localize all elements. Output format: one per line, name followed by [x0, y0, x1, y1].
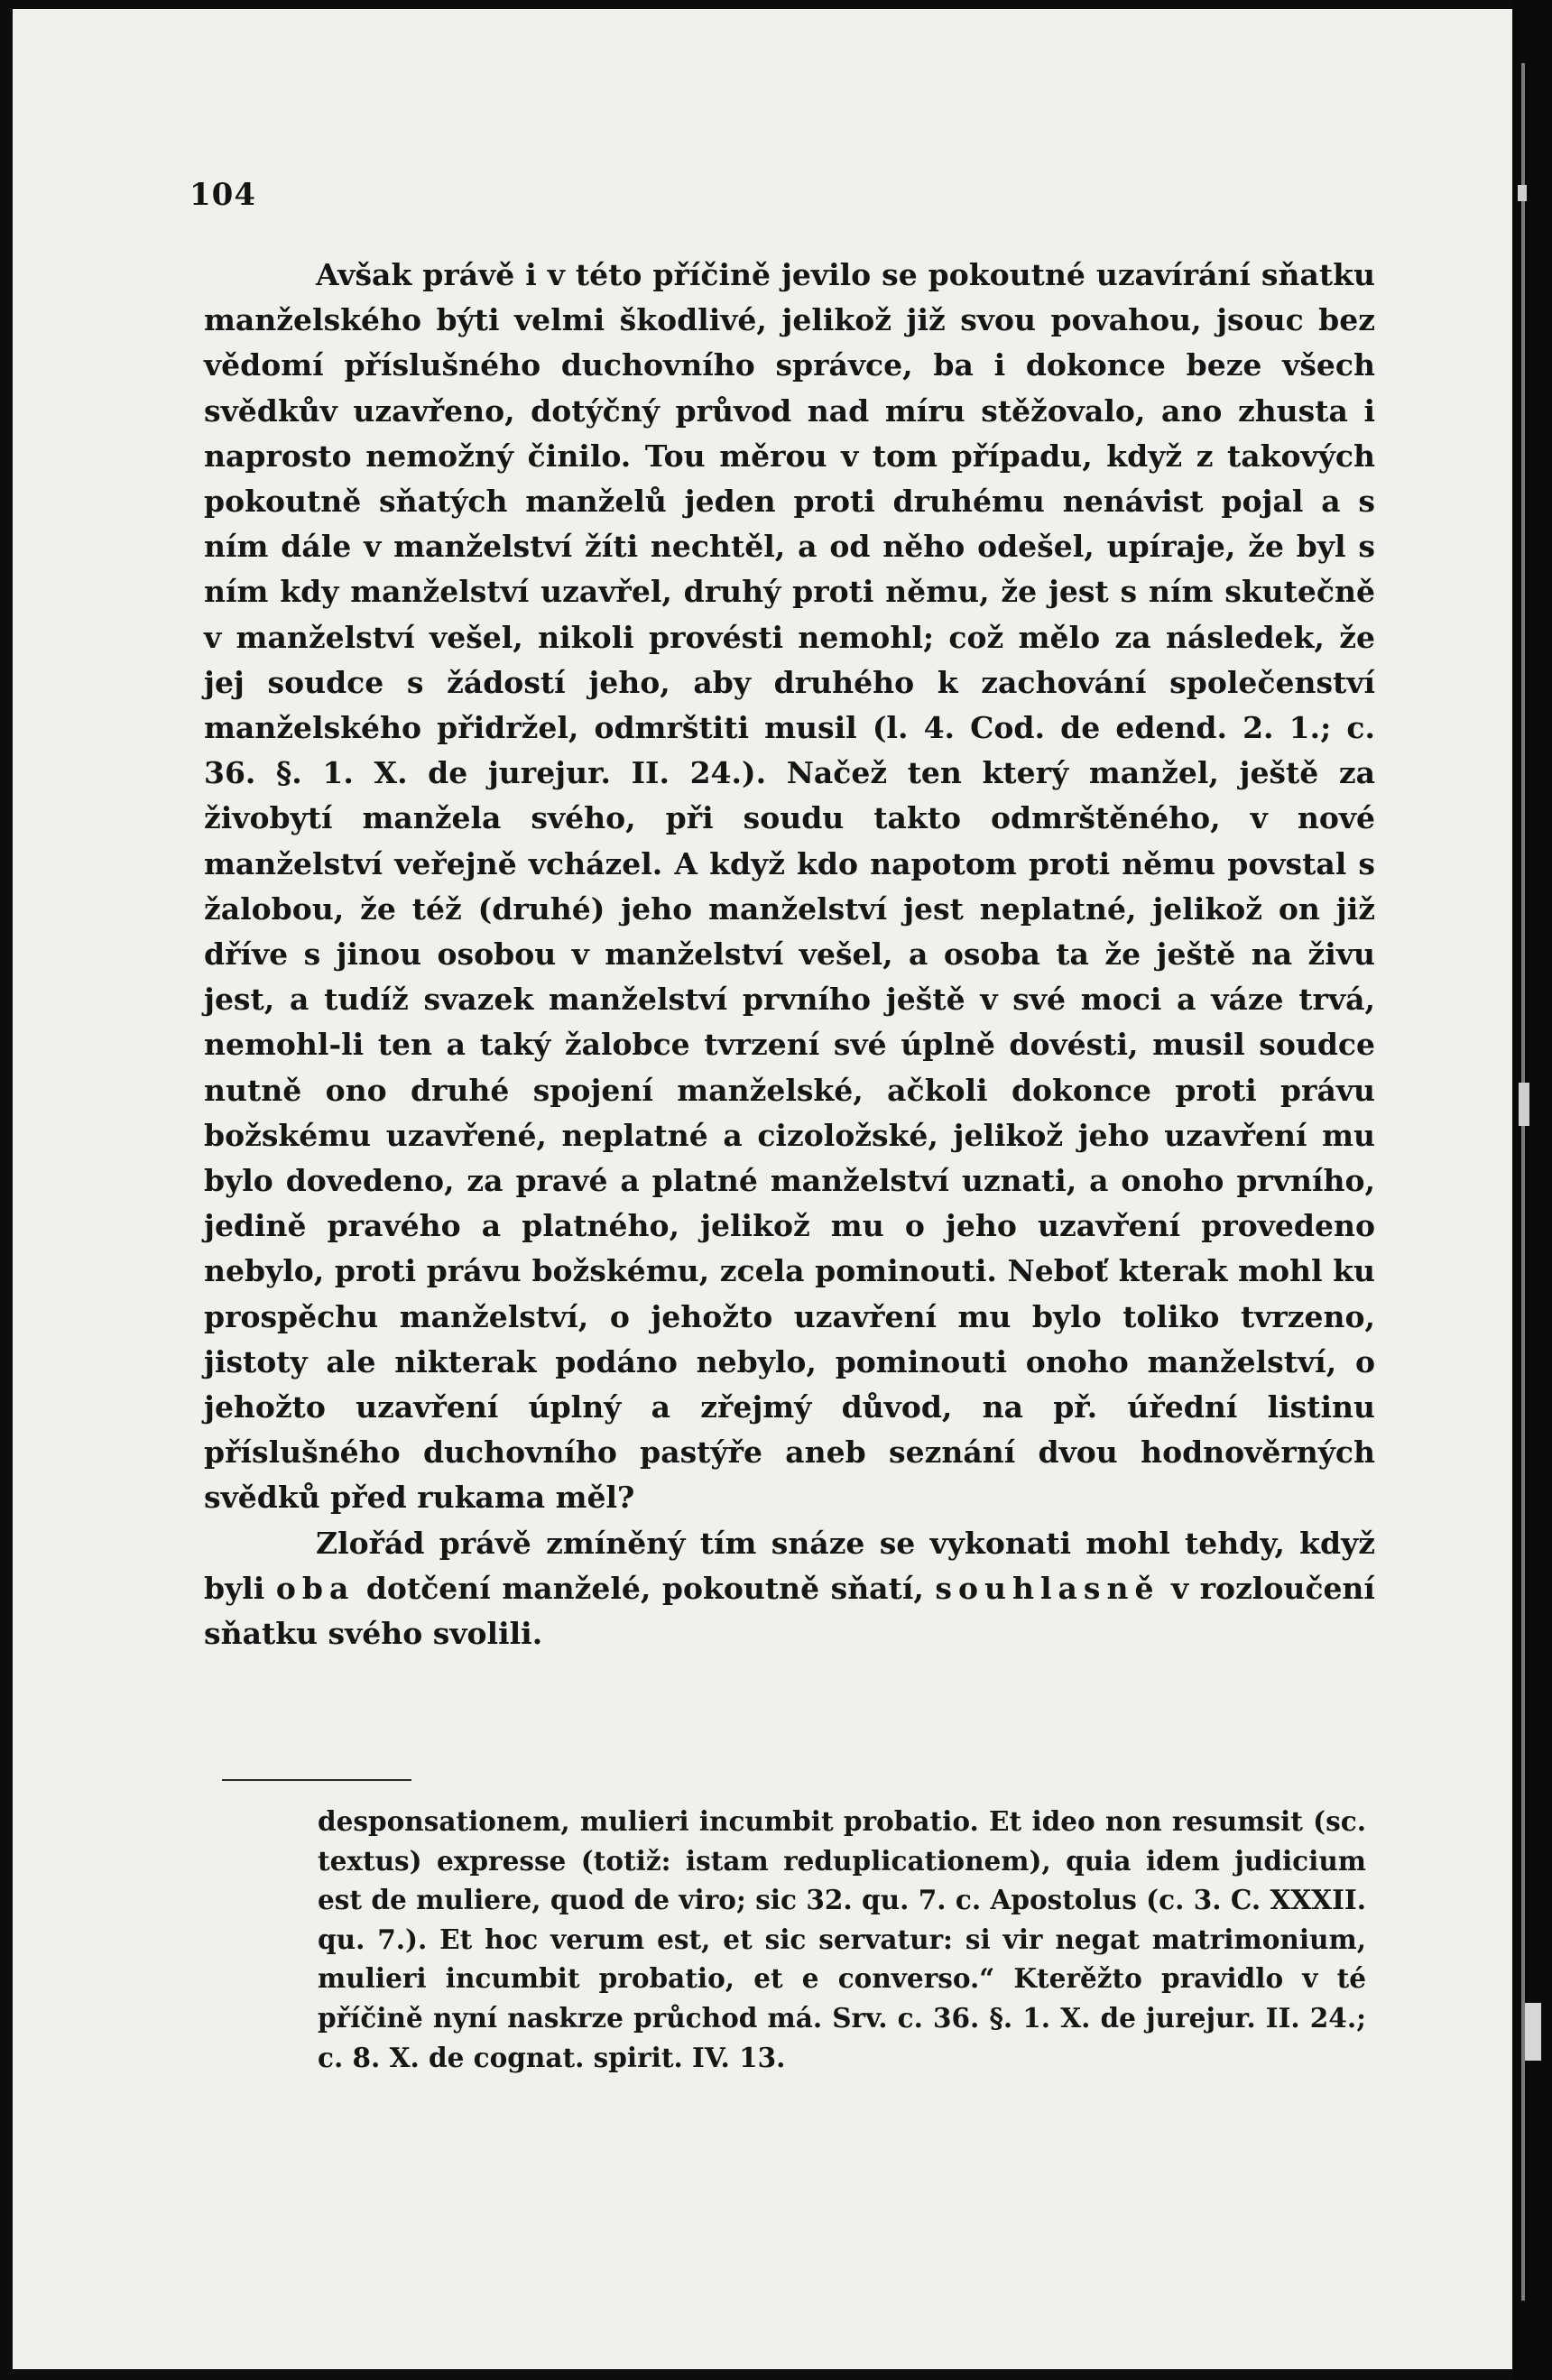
- scan-edge-line: [1521, 63, 1525, 2301]
- scan-mark: [1519, 1083, 1529, 1126]
- footnote-separator: [222, 1779, 411, 1781]
- scan-mark: [1525, 2003, 1541, 2061]
- paragraph-2: [204, 1521, 1375, 1657]
- paragraph-2-end: v rozloučení sňatku svého svolili.: [204, 1570, 1375, 1652]
- main-text: [204, 253, 1375, 1656]
- paragraph-1: Avšak právě i v této příčině jevilo se pokoutné uzavírání sňatku manželského býti velmi škodlivé, jelikož již svou povahou, jsouc bez vědomí příslušného duchovního správce, ba i dokonce beze všech svědkův uzavřeno, dotýčný průvod nad míru stěžovalo, ano zhusta i naprosto nemožný činilo. Tou měrou v tom případu, když z takových pokoutně sňatých manželů jeden proti druhému nenávist pojal a s ním dále v manželství žíti nechtěl, a od něho odešel, upíraje, že byl s ním kdy manželství uzavřel, druhý proti němu, že jest s ním skutečně v manželství vešel, nikoli provésti nemohl; což mělo za následek, že jej soudce s žádostí jeho, aby druhého k zachování společenství manželského přidržel, odmrštiti musil (l. 4. Cod. de edend. 2. 1.; c. 36. §. 1. X. de jurejur. II. 24.). Načež ten který manžel, ještě za živobytí manžela svého, při soudu takto odmrštěného, v nové manželství veřejně vcházel. A když kdo napotom proti němu povstal s žalobou, že též (druhé) jeho manželství jest neplatné, jelikož on již dříve s jinou osobou v manželství vešel, a osoba ta že ještě na živu jest, a tudíž svazek manželství prvního ještě v své moci a váze trvá, nemohl-li ten a taký žalobce tvrzení své úplně dovésti, musil soudce nutně ono druhé spojení manželské, ačkoli dokonce proti právu božskému uzavřené, neplatné a cizoložské, jelikož jeho uzavření mu bylo dovedeno, za pravé a platné manželství uznati, a onoho prvního, jedině pravého a platného, jelikož mu o jeho uzavření provedeno nebylo, proti právu božskému, zcela pominouti. Neboť kterak mohl ku prospěchu manželství, o jehožto uzavření mu bylo toliko tvrzeno, jistoty ale nikterak podáno nebylo, pominouti onoho manželství, o jehožto uzavření úplný a zřejmý důvod, na př. úřední listinu příslušného duchovního pastýře aneb seznání dvou hodnověrných svědků před rukama měl?: [204, 257, 1375, 1516]
- paragraph-2-middle: dotčení manželé, pokoutně sňatí,: [365, 1570, 924, 1606]
- scanned-page: [13, 9, 1512, 2369]
- paragraph-2-start: Zlořád právě zmíněný tím snáze se vykonati mohl tehdy, když byli: [204, 1525, 1375, 1606]
- spaced-word-souhlasne: souhlasně: [935, 1570, 1160, 1606]
- spaced-word-oba: oba: [275, 1570, 356, 1606]
- page-number: 104: [189, 177, 256, 213]
- scan-mark: [1518, 185, 1527, 201]
- footnote: desponsationem, mulieri incumbit probatio. Et ideo non resumsit (sc. textus) expresse (totiž: istam reduplicationem), quia idem judicium est de muliere, quod de viro; sic 32. qu. 7. c. Apostolus (c. 3. C. XXXII. qu. 7.). Et hoc verum est, et sic servatur: si vir negat matrimonium, mulieri incumbit probatio, et e converso.“ Kterěžto pravidlo v té příčině nyní naskrze průchod má. Srv. c. 36. §. 1. X. de jurejur. II. 24.; c. 8. X. de cognat. spirit. IV. 13.: [318, 1805, 1366, 2073]
